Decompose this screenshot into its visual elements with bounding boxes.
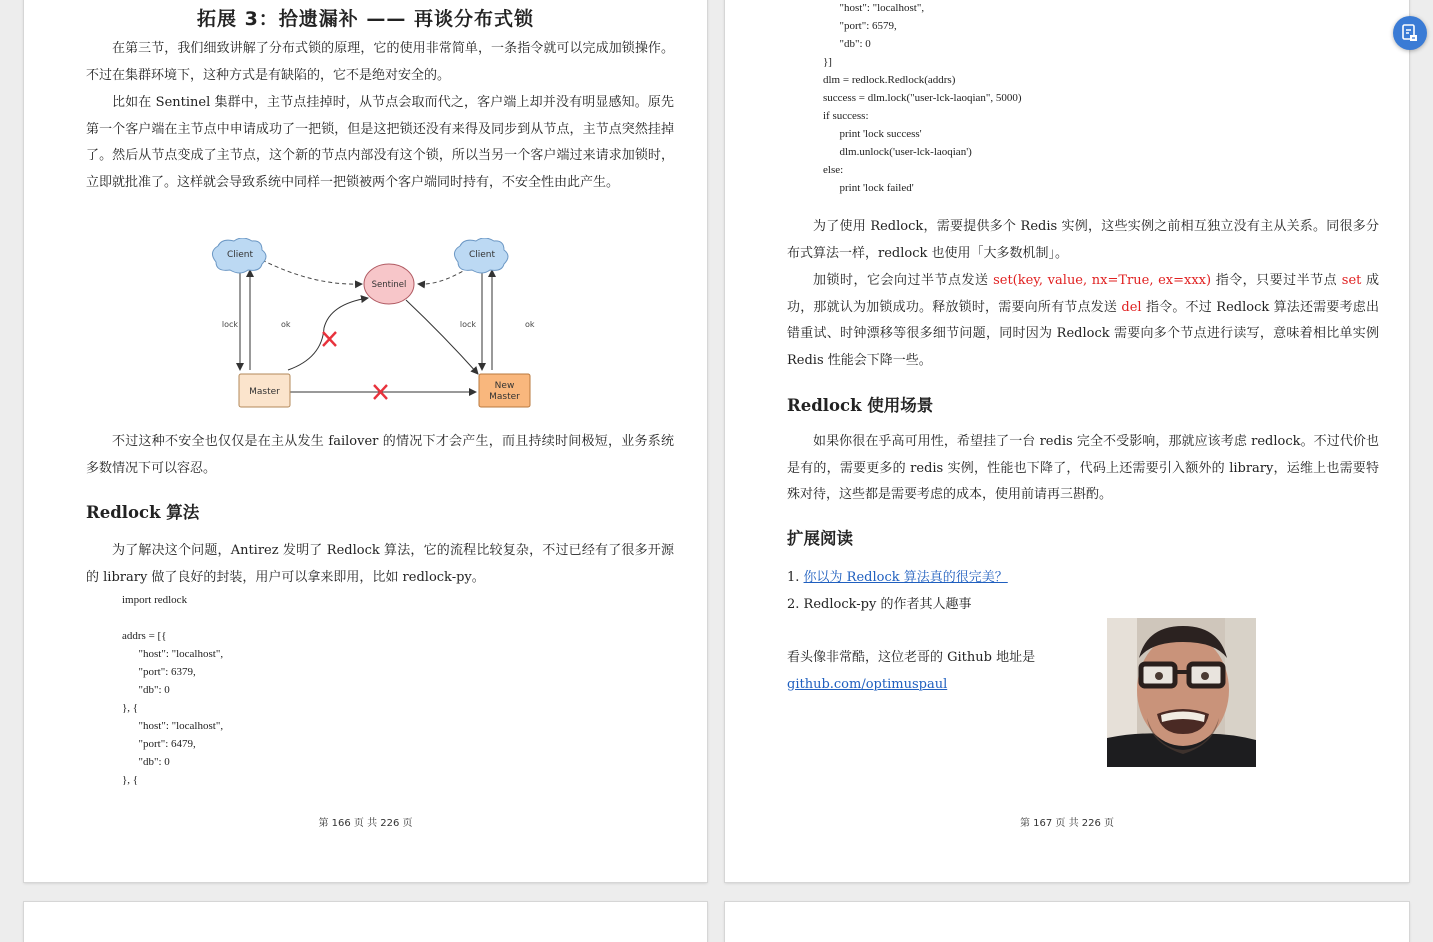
code-block: "host": "localhost", "port": 6579, "db": 0 }] dlm = redlock.Redlock(addrs) success = dlm.lock("user-lck-laoqian", 5000) if success: print 'lock success' dlm.unlock('user-lck-laoqian') else: print 'lock failed' — [823, 2, 1022, 194]
paragraph: 为了解决这个问题，Antirez 发明了 Redlock 算法，它的流程比较复杂，不过已经有了很多开源的 library 做了良好的封装，用户可以拿来即用，比如 redlock-py。 — [86, 543, 674, 585]
next-page-left-edge — [24, 902, 707, 942]
document-page-166 — [24, 0, 707, 882]
github-link[interactable]: github.com/optimuspaul — [787, 677, 948, 692]
paragraph: 加锁时，它会向过半节点发送 set(key, value, nx=True, ex=xxx) 指令，只要过半节点 set 成功，那就认为加锁成功。释放锁时，需要向所有节点发送 del 指令。不过 Redlock 算法还需要考虑出错重试、时钟漂移等很多细节问题，同时因为 Redlock 需要向多个节点进行读写，意味着相比单实例 Redis 性能会下降一些。 — [787, 273, 1380, 369]
heading-redlock: Redlock 算法 — [86, 503, 200, 522]
section-title: 拓展 3：拾遗漏补 —— 再谈分布式锁 — [196, 8, 535, 30]
sentinel-label: Sentinel — [371, 280, 407, 290]
document-page-167 — [725, 0, 1409, 882]
avatar-caption: 看头像非常酷，这位老哥的 Github 地址是 — [787, 650, 1036, 665]
paragraph: 如果你很在乎高可用性，希望挂了一台 redis 完全不受影响，那就应该考虑 redlock。不过代价也是有的，需要更多的 redis 实例，性能也下降了，代码上还需要引入额外的 library，运维上也需要特殊对待，这些都是需要考虑的成本，使用前请再三斟酌。 — [787, 434, 1380, 503]
ok-label-left: ok — [281, 320, 291, 329]
redlock-article-link[interactable]: 你以为 Redlock 算法真的很完美？ — [803, 570, 1008, 585]
client-right-label: Client — [468, 250, 496, 260]
client-right-node — [454, 238, 508, 273]
client-left-node — [212, 238, 266, 273]
lock-label-right: lock — [459, 320, 476, 329]
pdf-convert-button[interactable] — [1393, 16, 1427, 50]
cross-icon — [323, 332, 336, 346]
paragraph: 在第三节，我们细致讲解了分布式锁的原理，它的使用非常简单，一条指令就可以完成加锁操作。不过在集群环境下，这种方式是有缺陷的，它不是绝对安全的。 — [86, 41, 674, 83]
ok-label-right: ok — [525, 320, 535, 329]
paragraph: 比如在 Sentinel 集群中，主节点挂掉时，从节点会取而代之，客户端上却并没有明显感知。原先第一个客户端在主节点中申请成功了一把锁，但是这把锁还没有来得及同步到从节点，主节点突然挂掉了。然后从节点变成了主节点，这个新的节点内部没有这个锁，所以当另一个客户端过来请求加锁时，立即就批准了。这样就会导致系统中同样一把锁被两个客户端同时持有，不安全性由此产生。 — [86, 95, 674, 191]
reading-item-2: 2. Redlock-py 的作者其人趣事 — [787, 597, 972, 612]
new-master-label-2: Master — [489, 392, 520, 402]
dashed-arrow — [262, 260, 362, 284]
client-left-label: Client — [226, 250, 254, 260]
reading-item-1: 1. 你以为 Redlock 算法真的很完美？ — [787, 570, 1008, 585]
heading-usage: Redlock 使用场景 — [787, 396, 934, 415]
next-page-right-edge — [725, 902, 1409, 942]
code-block: import redlock addrs = [{ "host": "localhost", "port": 6379, "db": 0 }, { "host": "localhost", "port": 6479, "db": 0 }, { — [122, 594, 224, 786]
heading-reading: 扩展阅读 — [787, 529, 853, 548]
inline-code: set(key, value, nx=True, ex=xxx) — [993, 273, 1212, 288]
page-footer: 第 166 页 共 226 页 — [318, 818, 413, 829]
master-label: Master — [249, 387, 280, 397]
lock-label-left: lock — [221, 320, 238, 329]
pdf-convert-icon — [1400, 23, 1420, 43]
inline-code: del — [1121, 299, 1142, 315]
sentinel-failover-diagram — [204, 238, 544, 428]
master-node — [239, 374, 290, 407]
paragraph: 为了使用 Redlock，需要提供多个 Redis 实例，这些实例之前相互独立没有主从关系。同很多分布式算法一样，redlock 也使用「大多数机制」。 — [787, 219, 1379, 261]
author-avatar-photo — [1107, 618, 1256, 767]
paragraph: 不过这种不安全也仅仅是在主从发生 failover 的情况下才会产生，而且持续时间极短，业务系统多数情况下可以容忍。 — [86, 434, 674, 476]
new-master-node — [479, 374, 530, 407]
page-footer: 第 167 页 共 226 页 — [1019, 818, 1115, 829]
inline-code: set — [1341, 273, 1362, 288]
sentinel-node — [364, 264, 414, 304]
new-master-label-1: New — [494, 381, 515, 391]
